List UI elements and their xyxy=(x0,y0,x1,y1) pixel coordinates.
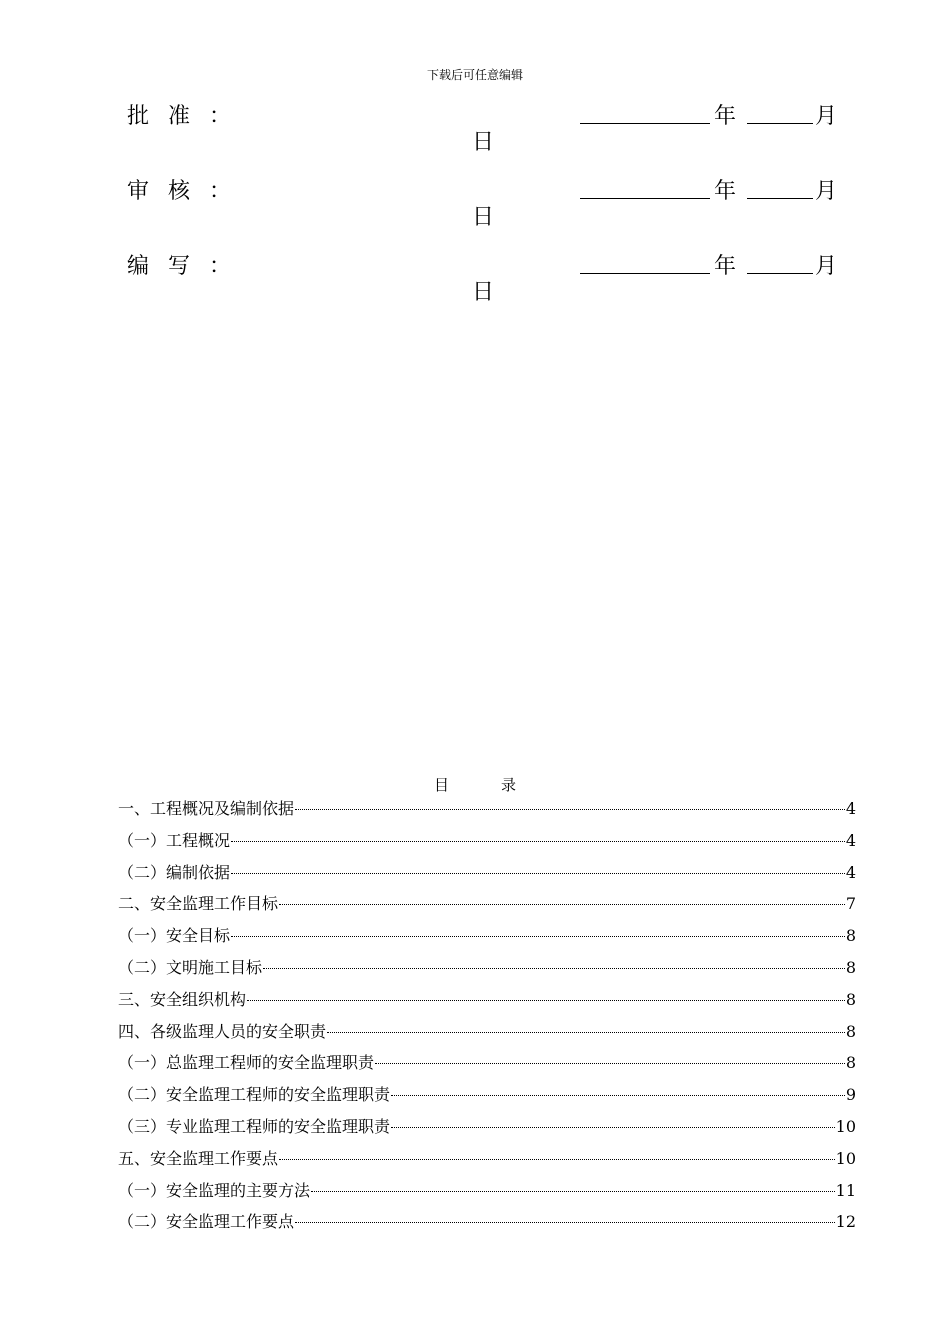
toc-entry[interactable] xyxy=(118,796,856,828)
toc-leader-dots xyxy=(311,1191,835,1192)
toc-leader-dots xyxy=(391,1127,835,1128)
toc-entry-page: 10 xyxy=(835,1116,856,1136)
toc-leader-dots xyxy=(279,904,845,905)
signature-row-author xyxy=(0,249,950,309)
toc-entry-page: 12 xyxy=(835,1212,856,1232)
toc-entry-page: 4 xyxy=(845,862,856,882)
toc-leader-dots xyxy=(231,873,845,874)
month-blank-line xyxy=(747,273,813,274)
toc-entry[interactable] xyxy=(118,1146,856,1178)
header-note: 下载后可任意编辑 xyxy=(426,68,523,82)
toc-list xyxy=(118,796,856,1241)
toc-entry-page: 8 xyxy=(845,989,856,1009)
toc-entry-page: 8 xyxy=(845,1053,856,1073)
toc-entry[interactable] xyxy=(118,923,856,955)
toc-entry-page: 4 xyxy=(845,799,856,818)
year-blank-line xyxy=(580,123,710,124)
toc-entry-text: （一）总监理工程师的安全监理职责 xyxy=(118,1053,375,1073)
toc-entry-page: 4 xyxy=(845,830,856,850)
toc-leader-dots xyxy=(327,1032,845,1033)
toc-leader-dots xyxy=(295,809,845,810)
signature-row-approve xyxy=(0,99,950,159)
toc-leader-dots xyxy=(231,841,845,842)
toc-entry-text: （二）安全监理工作要点 xyxy=(118,1212,295,1232)
year-unit: 年 xyxy=(714,104,737,129)
toc-entry[interactable] xyxy=(118,1019,856,1051)
month-unit: 月 xyxy=(815,179,838,204)
toc-entry-page: 7 xyxy=(845,894,856,914)
toc-entry-page: 10 xyxy=(835,1148,856,1168)
toc-entry-page: 11 xyxy=(835,1180,856,1200)
toc-entry-page: 8 xyxy=(845,957,856,977)
toc-entry[interactable] xyxy=(118,1082,856,1114)
year-unit: 年 xyxy=(714,254,737,279)
toc-entry-text: （二）文明施工目标 xyxy=(118,957,263,977)
toc-leader-dots xyxy=(375,1063,845,1064)
toc-entry-page: 8 xyxy=(845,926,856,946)
month-blank-line xyxy=(747,123,813,124)
toc-entry-text: 一、工程概况及编制依据 xyxy=(118,799,295,818)
toc-entry[interactable] xyxy=(118,1050,856,1082)
toc-entry-text: （三）专业监理工程师的安全监理职责 xyxy=(118,1116,391,1136)
day-unit: 日 xyxy=(472,130,495,155)
year-blank-line xyxy=(580,273,710,274)
day-unit: 日 xyxy=(472,205,495,230)
toc-entry[interactable] xyxy=(118,1114,856,1146)
day-unit: 日 xyxy=(472,280,495,305)
toc-entry-text: 三、安全组织机构 xyxy=(118,989,247,1009)
signature-label: 编 写 ： xyxy=(127,254,237,279)
toc-entry-text: 四、各级监理人员的安全职责 xyxy=(118,1021,327,1041)
toc-leader-dots xyxy=(295,1222,835,1223)
toc-leader-dots xyxy=(231,936,845,937)
toc-title-right: 录 xyxy=(501,776,517,794)
year-blank-line xyxy=(580,198,710,199)
toc-entry-text: （一）工程概况 xyxy=(118,830,231,850)
signature-label: 审 核 ： xyxy=(127,179,237,204)
toc-entry-text: （一）安全目标 xyxy=(118,926,231,946)
toc-entry[interactable] xyxy=(118,891,856,923)
toc-leader-dots xyxy=(279,1159,835,1160)
toc-entry-text: 五、安全监理工作要点 xyxy=(118,1148,279,1168)
toc-entry[interactable] xyxy=(118,987,856,1019)
toc-entry[interactable] xyxy=(118,828,856,860)
toc-entry[interactable] xyxy=(118,860,856,892)
month-unit: 月 xyxy=(815,104,838,129)
toc-entry[interactable] xyxy=(118,955,856,987)
toc-leader-dots xyxy=(263,968,845,969)
toc-leader-dots xyxy=(247,1000,845,1001)
signature-label: 批 准 ： xyxy=(127,104,237,129)
toc-entry-text: 二、安全监理工作目标 xyxy=(118,894,279,914)
toc-title-left: 目 xyxy=(433,776,449,794)
toc-entry-text: （二）编制依据 xyxy=(118,862,231,882)
toc-entry-text: （二）安全监理工程师的安全监理职责 xyxy=(118,1085,391,1105)
toc-title xyxy=(0,774,950,795)
toc-entry[interactable] xyxy=(118,1178,856,1210)
toc-leader-dots xyxy=(391,1095,845,1096)
month-blank-line xyxy=(747,198,813,199)
toc-entry-text: （一）安全监理的主要方法 xyxy=(118,1180,311,1200)
toc-entry-page: 8 xyxy=(845,1021,856,1041)
toc-entry-page: 9 xyxy=(845,1085,856,1105)
month-unit: 月 xyxy=(815,254,838,279)
toc-entry[interactable] xyxy=(118,1209,856,1241)
signature-row-review xyxy=(0,174,950,234)
year-unit: 年 xyxy=(714,179,737,204)
